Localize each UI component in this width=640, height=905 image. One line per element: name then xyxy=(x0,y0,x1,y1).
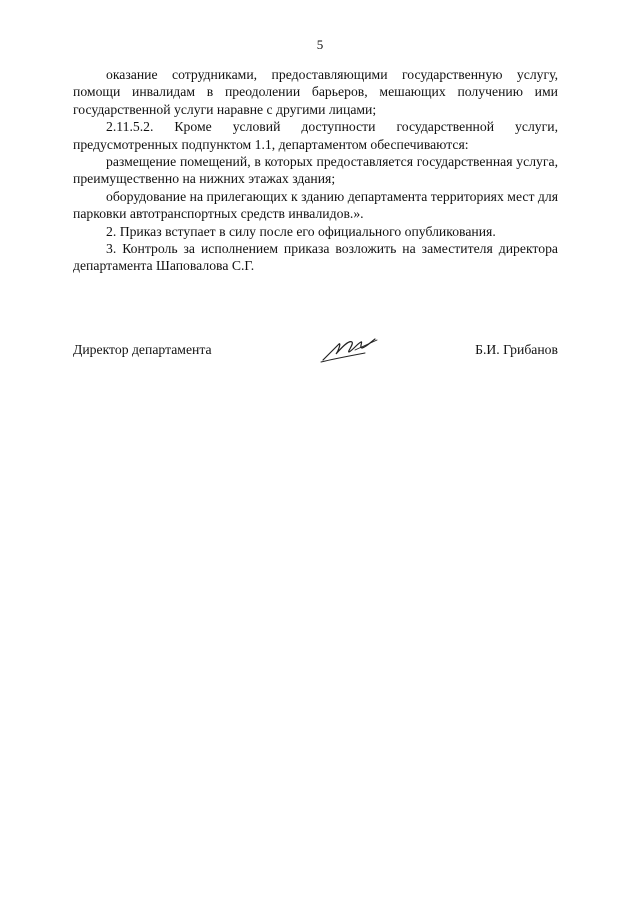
paragraph-control: 3. Контроль за исполнением приказа возложить на заместителя директора департамента Шаповалова С.Г. xyxy=(73,241,558,274)
signatory-name: Б.И. Грибанов xyxy=(475,342,558,357)
paragraph-assistance: оказание сотрудниками, предоставляющими государственную услугу, помощи инвалидам в преодолении барьеров, мешающих получению ими государственной услуги наравне с другими лицами; xyxy=(73,67,558,117)
document-body xyxy=(73,66,558,275)
paragraph-premises: размещение помещений, в которых предоставляется государственная услуга, преимущественно на нижних этажах здания; xyxy=(73,154,558,187)
paragraph-parking: оборудование на прилегающих к зданию департамента территориях мест для парковки автотранспортных средств инвалидов.». xyxy=(73,188,558,222)
signatory-title: Директор департамента xyxy=(73,342,212,357)
paragraph-2-11-5-2: 2.11.5.2. Кроме условий доступности государственной услуги, предусмотренных подпунктом 1.1, департаментом обеспечиваются: xyxy=(73,119,558,152)
paragraph-effective-date: 2. Приказ вступает в силу после его официального опубликования. xyxy=(106,223,496,239)
page-number: 5 xyxy=(316,37,324,52)
signature-block xyxy=(73,342,558,362)
handwritten-signature xyxy=(319,332,379,366)
